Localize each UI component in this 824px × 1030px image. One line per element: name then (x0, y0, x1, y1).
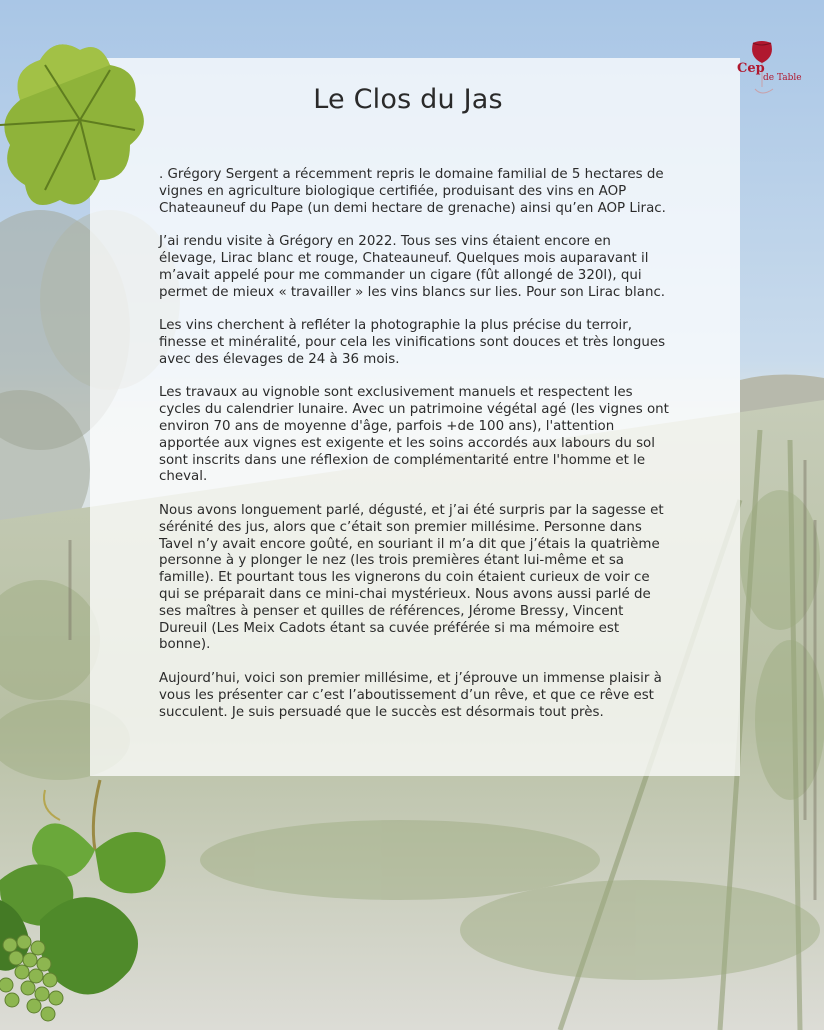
paragraph: J’ai rendu visite à Grégory en 2022. Tous ses vins étaient encore en élevage, Lirac blanc et rouge, Chateauneuf. Quelques mois auparavant il m’avait appelé pour me commander un cigare (fût allongé de 320l), qui permet de mieux « travailler » les vins blancs sur lies. Pour son Lirac blanc. (159, 234, 666, 300)
paragraph: Les vins cherchent à refléter la photographie la plus précise du terroir, finesse et minéralité, pour cela les vinifications sont douces et très longues avec des élevages de 24 à 36 mois. (159, 318, 666, 367)
logo-text: Cep (737, 61, 765, 76)
grape-vine-icon (0, 760, 200, 1030)
page-title: Le Clos du Jas (313, 84, 503, 115)
cep-de-table-logo (735, 37, 802, 101)
paragraph: Les travaux au vignoble sont exclusivement manuels et respectent les cycles du calendrier lunaire. Avec un patrimoine végétal agé (les vignes ont environ 70 ans de moyenne d'âge, parfois +de 100 ans), l'attention apportée aux vignes est exigente et les soins accordés aux labours du sol sont inscrits dans une réflexion de complémentarité entre l'homme et le cheval. (159, 385, 669, 485)
article-body (159, 167, 672, 738)
paragraph: Aujourd’hui, voici son premier millésime, et j’éprouve un immense plaisir à vous les présenter car c’est l’aboutissement d’un rêve, et que ce rêve est succulent. Je suis persuadé que le succès est désormais tout près. (159, 670, 662, 720)
vine-leaf-icon (0, 30, 160, 230)
logo-subtext: de Table (763, 73, 802, 83)
paragraph: . Grégory Sergent a récemment repris le domaine familial de 5 hectares de vignes en agriculture biologique certifiée, produisant des vins en AOP Chateauneuf du Pape (un demi hectare de grenache) ainsi qu’en AOP Lirac. (159, 167, 666, 216)
paragraph: Nous avons longuement parlé, dégusté, et j’ai été surpris par la sagesse et sérénité des jus, alors que c’était son premier millésime. Personne dans Tavel n’y avait encore goûté, en souriant il m’a dit que j’étais la quatrième personne à y plonger le nez (les trois premières étant lui-même et sa famille). Et pourtant tous les vignerons du coin étaient curieux de voir ce qui se préparait dans ce mini-chai mystérieux. Nous avons aussi parlé de ses maîtres à penser et quilles de références, Jérome Bressy, Vincent Dureuil (Les Meix Cadots étant sa cuvée préférée si ma mémoire est bonne). (159, 502, 664, 653)
